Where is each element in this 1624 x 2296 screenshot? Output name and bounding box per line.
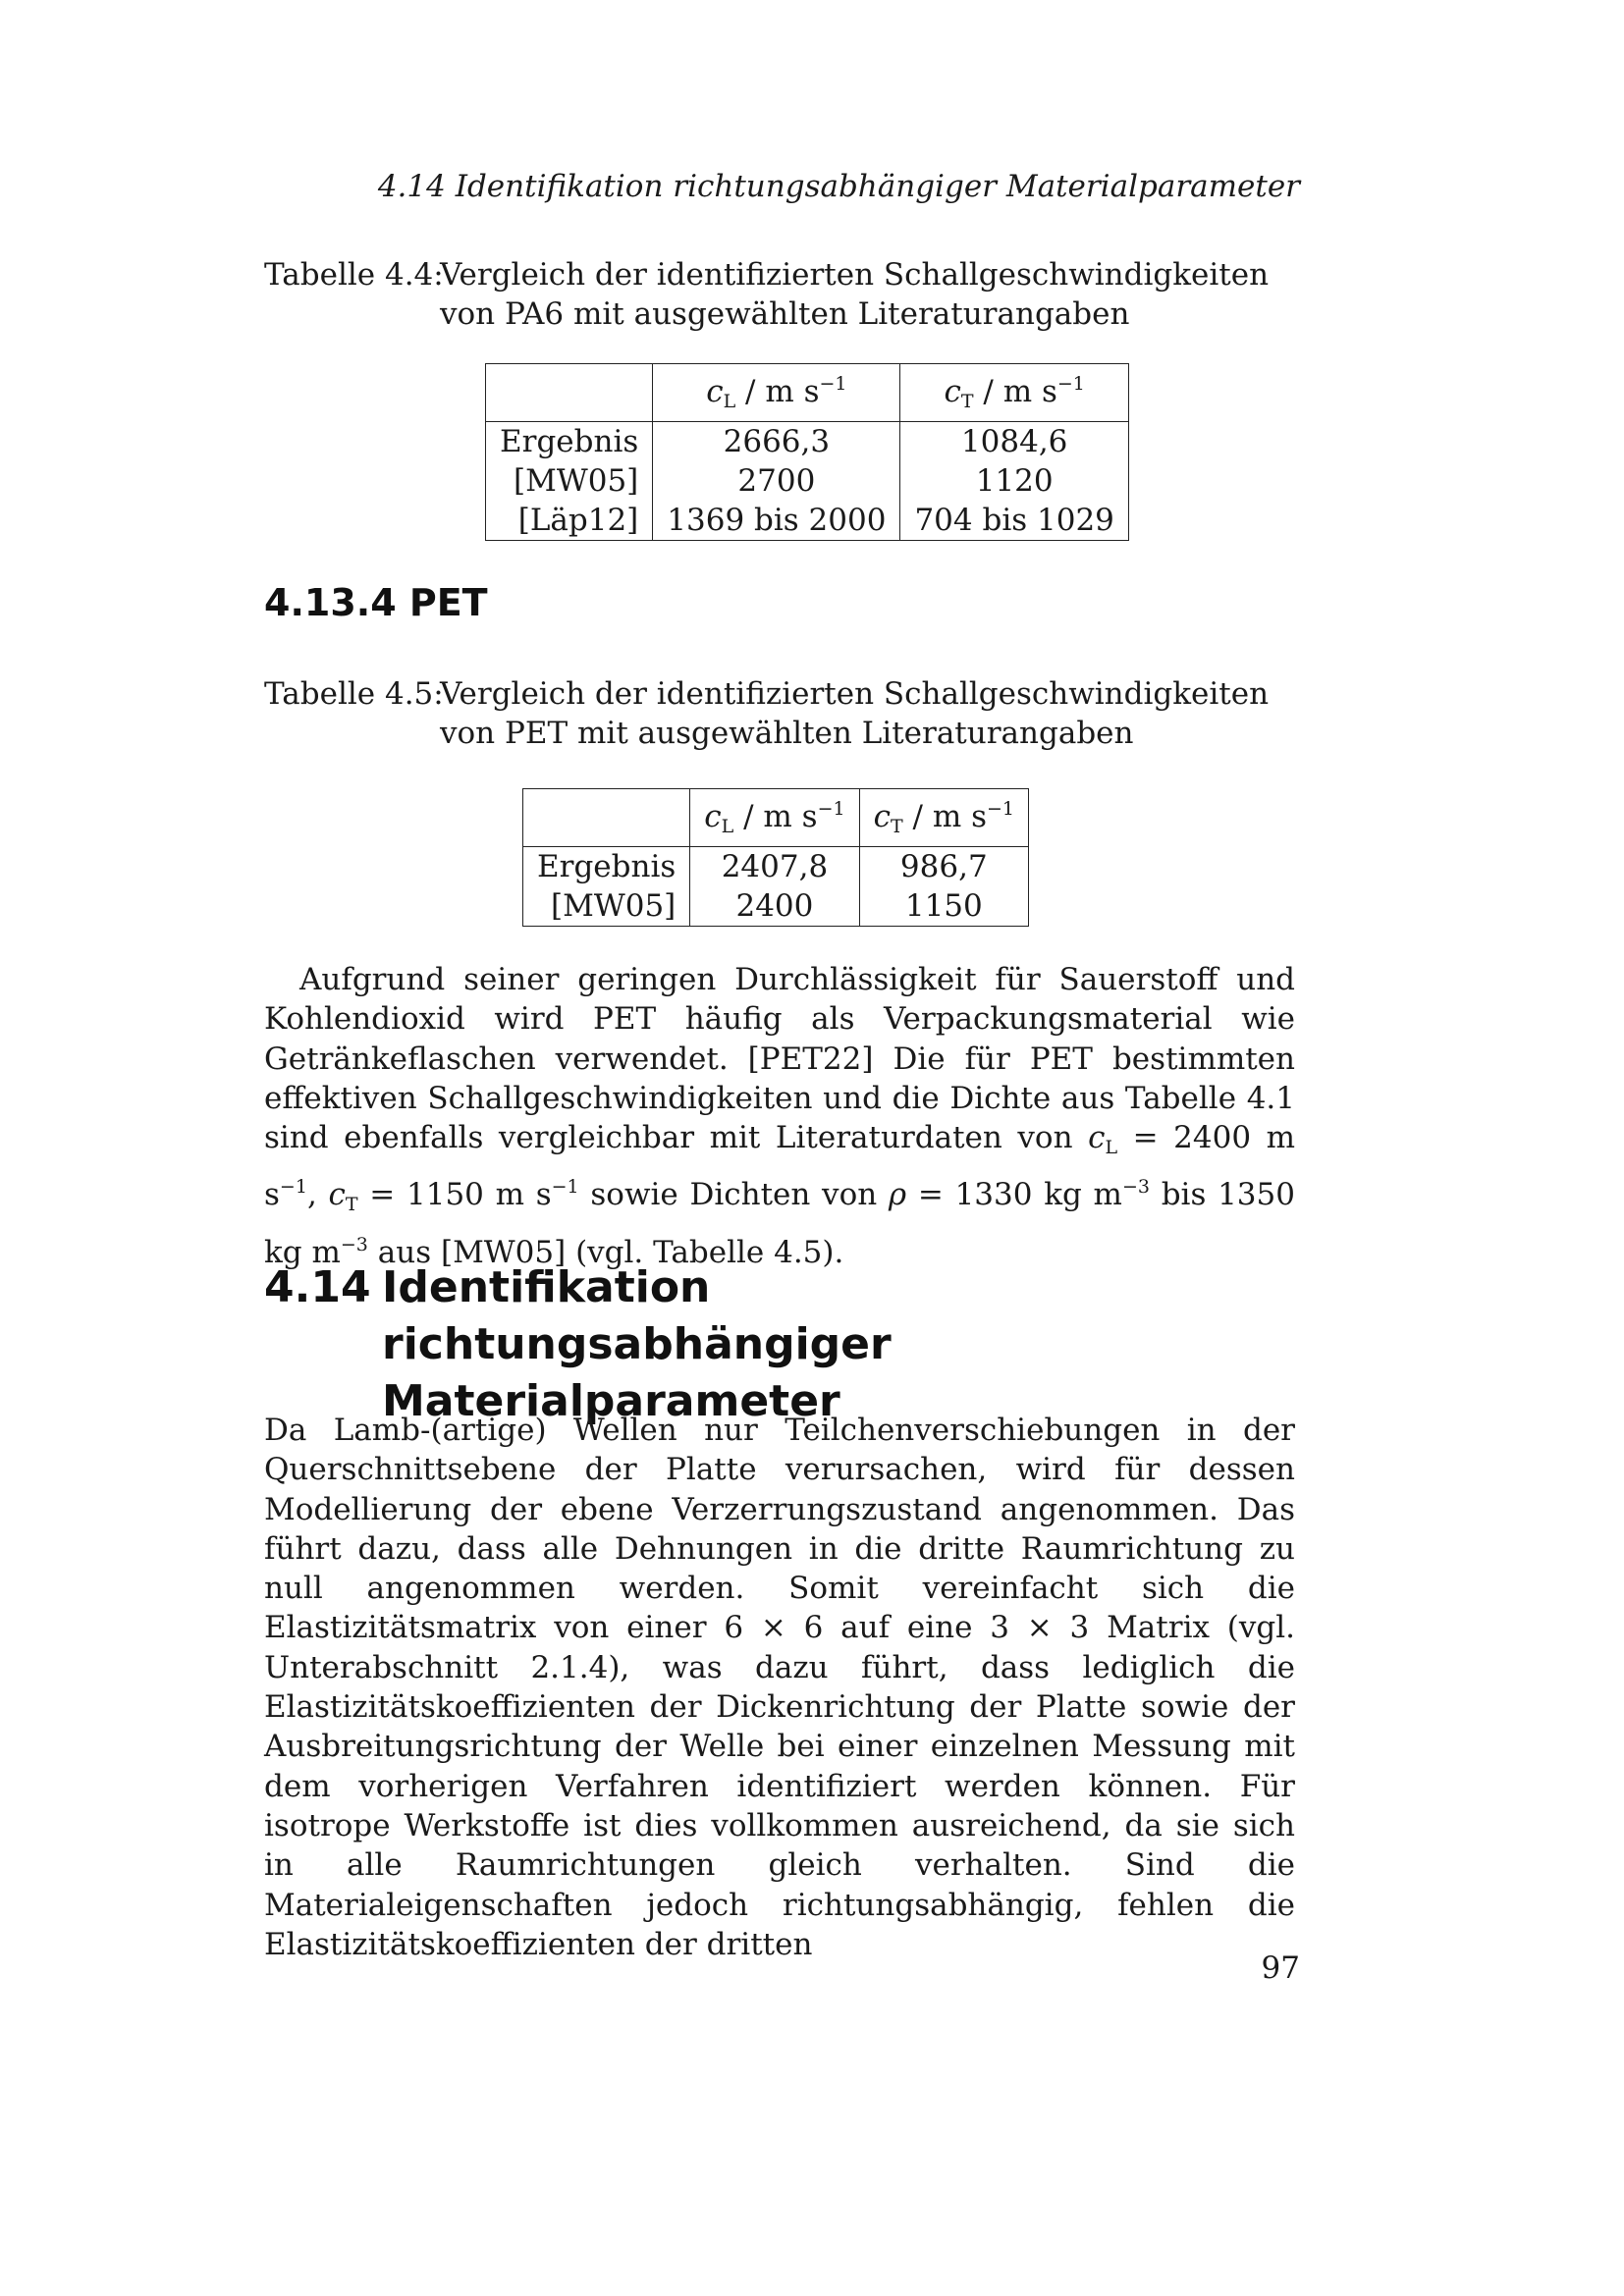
table-4-4-caption-text: Vergleich der identifizierten Schallgeschwindigkeiten von PA6 mit ausgewählten Literaturangaben [440,257,1270,332]
table-4-4-caption [264,255,1303,334]
cell-ct: 1120 [975,463,1054,499]
header-ct: $c_T$ / m $s^{-1}$ [859,789,1028,847]
table-4-5-caption-text: Vergleich der identifizierten Schallgeschwindigkeiten von PET mit ausgewählten Literaturangaben [440,676,1270,751]
running-head: 4.14 Identifikation richtungsabhängiger Materialparameter [377,169,1300,204]
table-row [523,886,1029,927]
section-title: Identifikation richtungsabhängiger Materialparameter [382,1262,892,1426]
pet-paragraph: Aufgrund seiner geringen Durchlässigkeit für Sauerstoff und Kohlendioxid wird PET häufig als Verpackungsmaterial wie Getränkeflaschen verwendet. [PET22] Die für PET bestimmten effektiven Schallgeschwindigkeiten und die Dichte aus Tabelle 4.1 sind ebenfalls vergleichbar mit Literaturdaten von $c_L = 2400$ m $s^{-1}$, $c_T = 1150$ m $s^{-1}$ sowie Dichten von ρ = 1330 kg $m^{-3}$ bis 1350 kg $m^{-3}$ aus [MW05] (vgl. Tabelle 4.5). [264,962,1295,1270]
table-4-4-caption-label: Tabelle 4.4: [264,257,444,293]
table-row [486,422,1129,462]
row-label: [MW05] [523,886,690,927]
section-heading [264,1259,1167,1430]
page-number: 97 [1261,1950,1300,1986]
cell-cl: 2400 [690,886,859,927]
cell-cl: 2407,8 [690,847,859,887]
row-label: [MW05] [486,461,653,501]
section-number: 4.14 [264,1262,371,1312]
row-label: [Läp12] [486,501,653,541]
table-row [486,461,1129,501]
row-label: Ergebnis [486,422,653,462]
table-4-5-caption [264,674,1303,753]
table-4-4 [485,363,1129,541]
table-row [523,847,1029,887]
table-4-5-caption-label: Tabelle 4.5: [264,676,444,712]
header-cl: $c_L$ / m $s^{-1}$ [653,364,900,422]
empty-header-cell [486,364,653,422]
cell-ct: 986,7 [899,849,988,884]
header-cl: $c_L$ / m $s^{-1}$ [690,789,859,847]
table-row [486,501,1129,541]
cell-cl: 2700 [653,461,900,501]
cell-ct: 704 bis 1029 [900,501,1128,541]
header-ct: $c_T$ / m $s^{-1}$ [900,364,1128,422]
cell-cl: 1369 bis 2000 [653,501,900,541]
cell-ct: 1150 [859,886,1028,927]
cell-cl: 2666,3 [653,422,900,462]
row-label: Ergebnis [523,847,690,887]
table-4-5 [522,788,1029,927]
table-header-row [486,364,1129,422]
table-header-row [523,789,1029,847]
cell-ct: 1084,6 [960,424,1068,459]
subsection-heading: 4.13.4 PET [264,581,488,624]
section-paragraph: Da Lamb-(artige) Wellen nur Teilchenverschiebungen in der Querschnittsebene der Platte verursachen, wird für dessen Modellierung der ebene Verzerrungszustand angenommen. Das führt dazu, dass alle Dehnungen in die dritte Raumrichtung zu null angenommen werden. Somit vereinfacht sich die Elastizitätsmatrix von einer 6 × 6 auf eine 3 × 3 Matrix (vgl. Unterabschnitt 2.1.4), was dazu führt, dass lediglich die Elastizitätskoeffizienten der Dickenrichtung der Platte sowie der Ausbreitungsrichtung der Welle bei einer einzelnen Messung mit dem vorherigen Verfahren identifiziert werden können. Für isotrope Werkstoffe ist dies vollkommen ausreichend, da sie sich in alle Raumrichtungen gleich verhalten. Sind die Materialeigenschaften jedoch richtungsabhängig, fehlen die Elastizitätskoeffizienten der dritten [264,1413,1295,1962]
empty-header-cell [523,789,690,847]
